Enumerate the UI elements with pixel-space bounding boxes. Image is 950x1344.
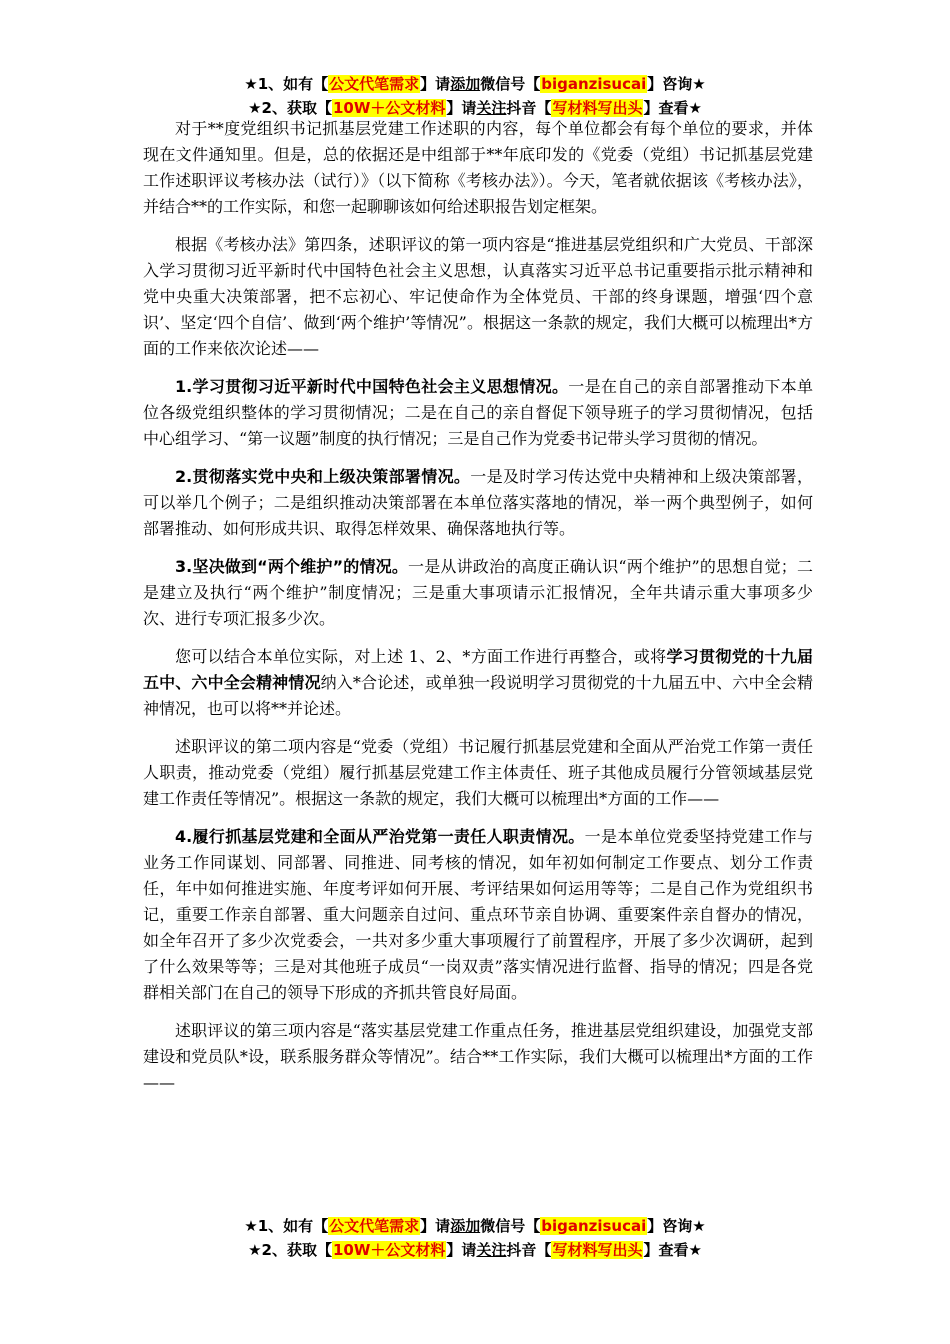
paragraph-heading: 2.贯彻落实党中央和上级决策部署情况。 — [175, 467, 471, 486]
paragraph: 根据《考核办法》第四条，述职评议的第一项内容是“推进基层党组织和广大党员、干部深入学习贯彻习近平新时代中国特色社会主义思想，认真落实习近平总书记重要指示批示精神和党中央重大决策部署，把不忘初心、牢记使命作为全体党员、干部的终身课题，增强‘四个意识’、坚定‘四个自信’、做到‘两个维护’等情况”。根据这一条款的规定，我们大概可以梳理出*方面的工作来依次论述—— — [143, 235, 813, 358]
banner-text: 抖音【 — [506, 1241, 552, 1259]
paragraph: 述职评议的第二项内容是“党委（党组）书记履行抓基层党建和全面从严治党工作第一责任人职责，推动党委（党组）履行抓基层党建工作主体责任、班子其他成员履行分管领域基层党建工作责任等情况”。根据这一条款的规定，我们大概可以梳理出*方面的工作—— — [143, 737, 813, 808]
banner-highlight: 写材料写出头 — [552, 1241, 643, 1259]
paragraph — [143, 644, 813, 722]
paragraph-body: 您可以结合本单位实际，对上述 1、2、*方面工作进行再整合，或将 — [175, 647, 667, 666]
banner-highlight: 写材料写出头 — [552, 99, 643, 117]
paragraph: 对于**度党组织书记抓基层党建工作述职的内容，每个单位都会有每个单位的要求，并体现在文件通知里。但是，总的依据还是中组部于**年底印发的《党委（党组）书记抓基层党建工作述职评议考核办法（试行）》（以下简称《考核办法》）。今天，笔者就依据该《考核办法》，并结合**的工作实际，和您一起聊聊该如何给述职报告划定框架。 — [143, 119, 813, 216]
banner-text: 】请 — [420, 75, 451, 93]
banner-text: ★1、如有【 — [244, 1217, 329, 1235]
paragraph-heading: 4.履行抓基层党建和全面从严治党第一责任人职责情况。 — [175, 827, 585, 846]
banner-text: 】咨询★ — [647, 75, 706, 93]
banner-text: 】查看★ — [643, 1241, 702, 1259]
banner-text: ★2、获取【 — [248, 1241, 332, 1259]
banner-text: 微信号【 — [480, 75, 541, 93]
banner-highlight: 10W＋公文材料 — [332, 99, 446, 117]
paragraph — [143, 464, 813, 542]
banner-highlight: biganzisucai — [541, 1217, 647, 1235]
banner-text: ★1、如有【 — [244, 75, 329, 93]
promo-banner-top-1 — [0, 72, 950, 96]
paragraph-heading: 1.学习贯彻习近平新时代中国特色社会主义思想情况。 — [175, 377, 569, 396]
banner-highlight: 10W＋公文材料 — [332, 1241, 446, 1259]
paragraph-body: 一是及时学习传达党中央精神和上级决策部署，可以举几个例子；二是组织推动决策部署在本单位落实落地的情况，举一两个典型例子，如何部署推动、如何形成共识、取得怎样效果、确保落地执行等。 — [143, 467, 813, 538]
banner-text: 】请 — [420, 1217, 451, 1235]
banner-text: 微信号【 — [480, 1217, 541, 1235]
paragraph-body: 一是在自己的亲自部署推动下本单位各级党组织整体的学习贯彻情况；二是在自己的亲自督促下领导班子的学习贯彻情况，包括中心组学习、“第一议题”制度的执行情况；三是自己作为党委书记带头学习贯彻的情况。 — [143, 377, 813, 448]
banner-underline: 添加 — [450, 1217, 481, 1235]
banner-text: 】请 — [446, 99, 477, 117]
banner-highlight: biganzisucai — [541, 75, 647, 93]
banner-underline: 关注 — [476, 99, 507, 117]
paragraph-heading: 3.坚决做到“两个维护”的情况。 — [175, 557, 409, 576]
paragraph — [143, 824, 813, 1006]
banner-text: 抖音【 — [506, 99, 552, 117]
banner-text: 】请 — [446, 1241, 477, 1259]
paragraph — [143, 374, 813, 452]
banner-text: 】查看★ — [643, 99, 702, 117]
banner-text: ★2、获取【 — [248, 99, 332, 117]
paragraph-body: 一是本单位党委坚持党建工作与业务工作同谋划、同部署、同推进、同考核的情况，如年初如何制定工作要点、划分工作责任，年中如何推进实施、年度考评如何开展、考评结果如何运用等等；二是自己作为党组织书记，重要工作亲自部署、重大问题亲自过问、重点环节亲自协调、重要案件亲自督办的情况，如全年召开了多少次党委会，一共对多少重大事项履行了前置程序，开展了多少次调研，起到了什么效果等等；三是对其他班子成员“一岗双责”落实情况进行监督、指导的情况；四是各党群相关部门在自己的领导下形成的齐抓共管良好局面。 — [143, 827, 813, 1002]
banner-highlight: 公文代笔需求 — [329, 1217, 420, 1235]
promo-banner-bottom-1 — [0, 1214, 950, 1238]
paragraph — [143, 554, 813, 632]
paragraph-emphasis: 学习贯彻党的十九届五中、六中全会精神情况 — [143, 647, 813, 692]
paragraph: 述职评议的第三项内容是“落实基层党建工作重点任务，推进基层党组织建设，加强党支部建设和党员队*设，联系服务群众等情况”。结合**工作实际，我们大概可以梳理出*方面的工作—— — [143, 1021, 813, 1092]
body-text — [143, 116, 813, 1108]
promo-banner-bottom-2 — [0, 1238, 950, 1262]
banner-underline: 关注 — [476, 1241, 507, 1259]
banner-highlight: 公文代笔需求 — [329, 75, 420, 93]
paragraph-body: 一是从讲政治的高度正确认识“两个维护”的思想自觉；二是建立及执行“两个维护”制度情况；三是重大事项请示汇报情况，全年共请示重大事项多少次、进行专项汇报多少次。 — [143, 557, 813, 628]
banner-underline: 添加 — [450, 75, 481, 93]
banner-text: 】咨询★ — [647, 1217, 706, 1235]
paragraph-body: 纳入*合论述，或单独一段说明学习贯彻党的十九届五中、六中全会精神情况，也可以将**并论述。 — [143, 673, 813, 718]
